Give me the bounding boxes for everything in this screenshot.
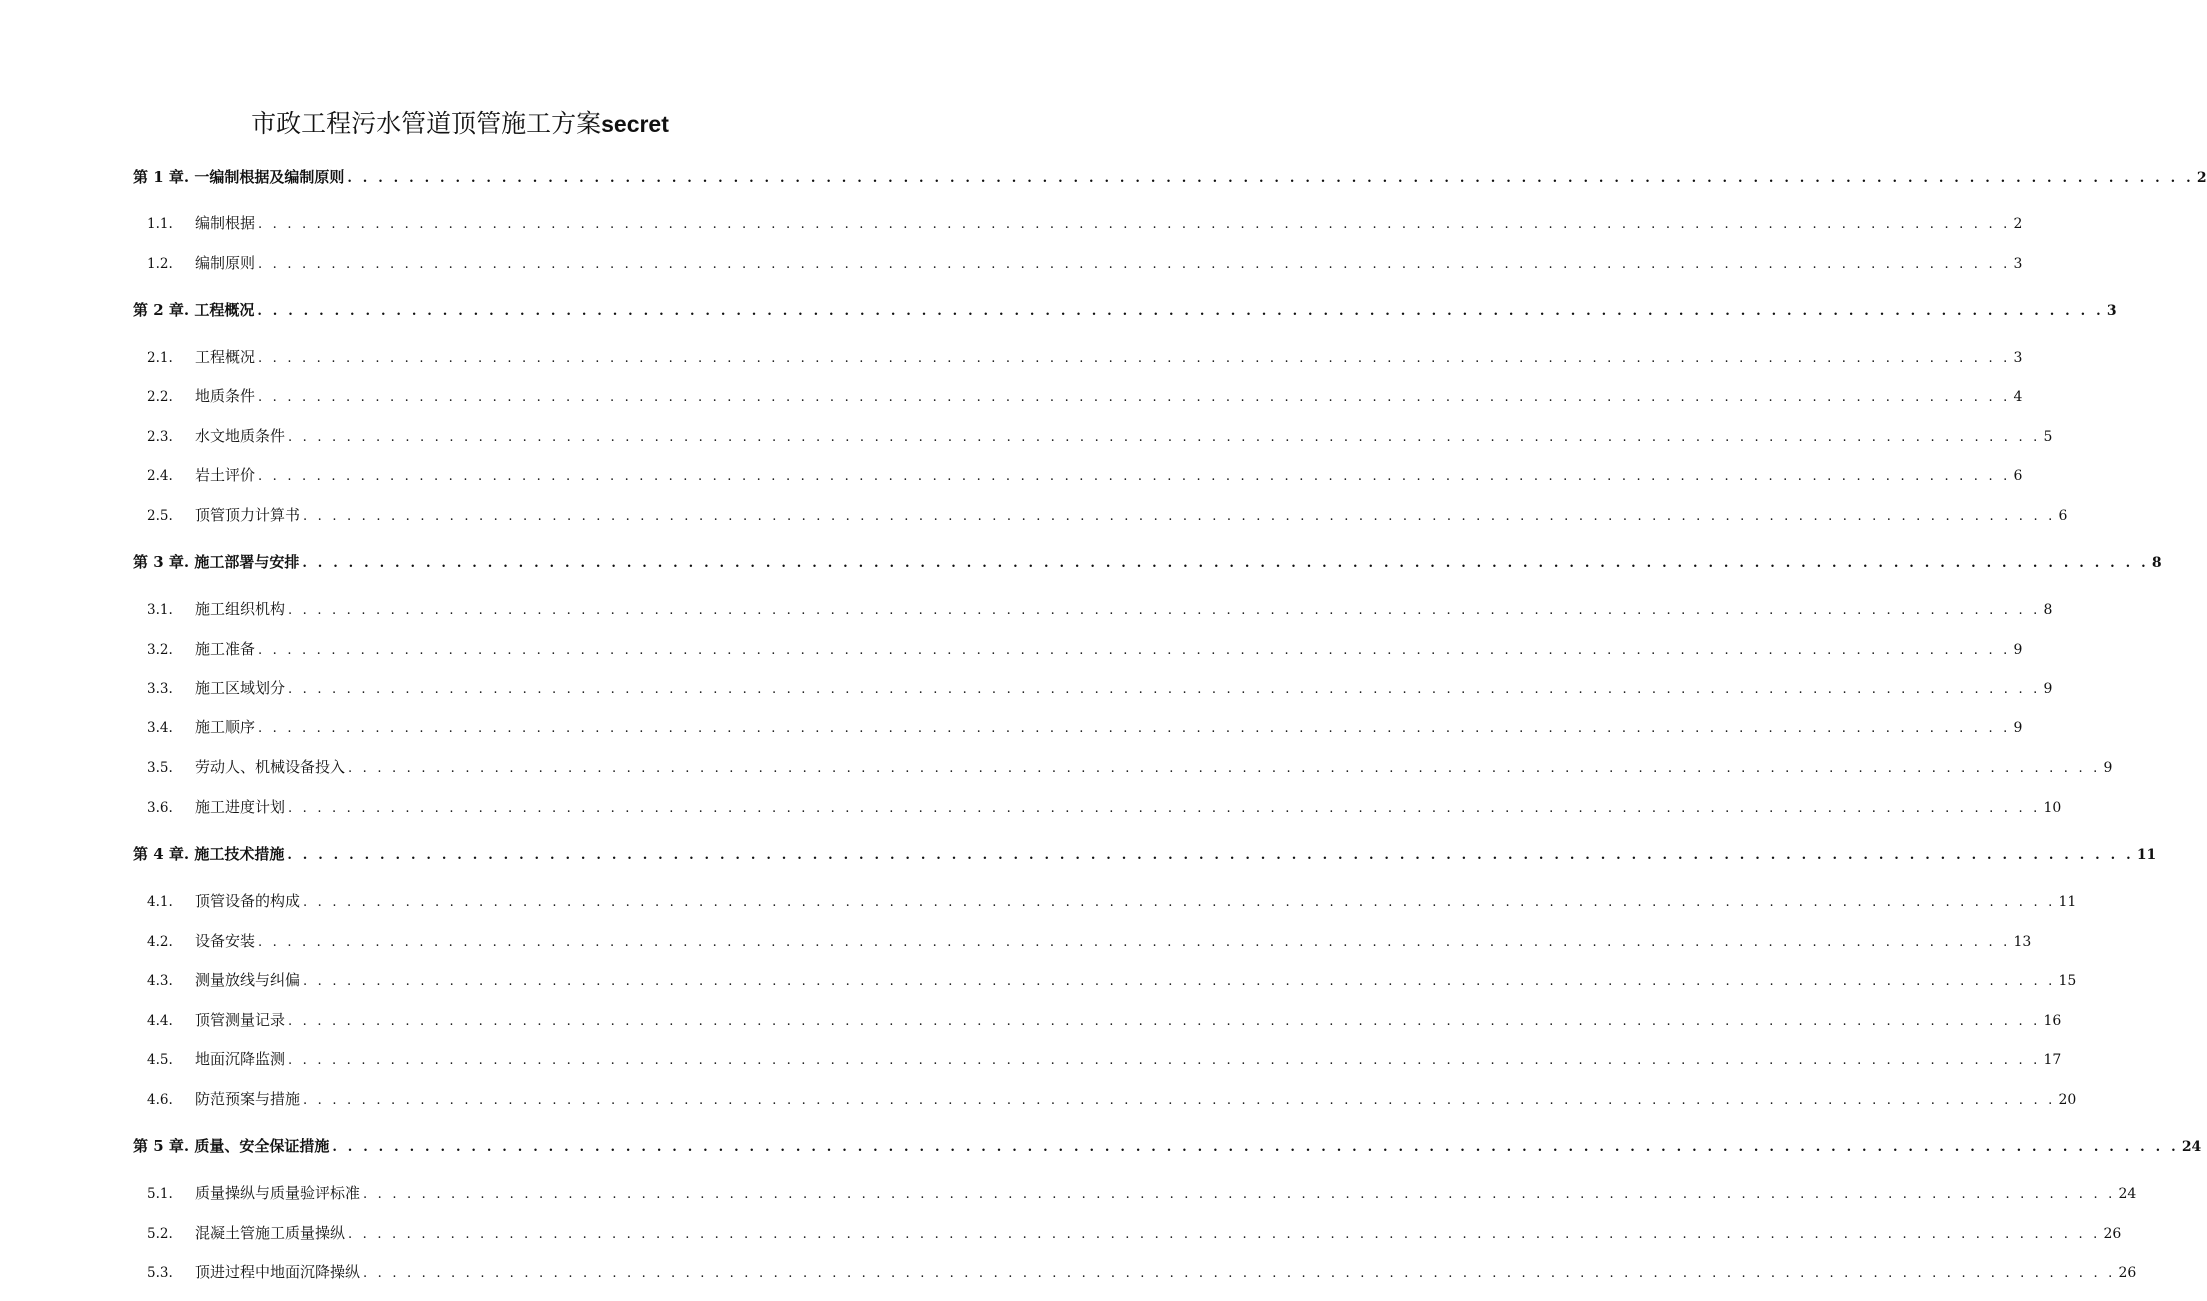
toc-section-row[interactable] bbox=[147, 424, 2053, 448]
toc-page-number: 26 bbox=[2118, 1265, 2137, 1281]
toc-entry-label: 混凝土管施工质量操纵 bbox=[195, 1224, 346, 1242]
toc-dot-leader: . . . . . . . . . . . . . . . . . . . . . . . . . . . . . . . . . . . . . . . . . . . . . . . . . . . . . . . . . . . . . . . . . . . . . . . . . . . . . . . . . . . . . . . . . . . . . . . . . . . . . . . . . . . . . . . . . . . . . . . . bbox=[363, 1266, 2116, 1281]
toc-section-number: 4.2. bbox=[147, 934, 173, 950]
toc-dot-leader: . . . . . . . . . . . . . . . . . . . . . . . . . . . . . . . . . . . . . . . . . . . . . . . . . . . . . . . . . . . . . . . . . . . . . . . . . . . . . . . . . . . . . . . . . . . . . . . . . . . . . . . . . . . . . . . . . . . . . . . . bbox=[288, 603, 2041, 618]
toc-page-number: 26 bbox=[2103, 1226, 2122, 1242]
toc-entry-label: 地质条件 bbox=[195, 387, 256, 405]
toc-page-number: 11 bbox=[2136, 847, 2157, 863]
toc-dot-leader: . . . . . . . . . . . . . . . . . . . . . . . . . . . . . . . . . . . . . . . . . . . . . . . . . . . . . . . . . . . . . . . . . . . . . . . . . . . . . . . . . . . . . . . . . . . . . . . . . . . . . . . . . . . . . . . . . . . . . . . . bbox=[347, 171, 2194, 186]
toc-dot-leader: . . . . . . . . . . . . . . . . . . . . . . . . . . . . . . . . . . . . . . . . . . . . . . . . . . . . . . . . . . . . . . . . . . . . . . . . . . . . . . . . . . . . . . . . . . . . . . . . . . . . . . . . . . . . . . . . . . . . . . . . bbox=[302, 556, 2149, 571]
toc-entry-label: 施工准备 bbox=[195, 640, 256, 658]
toc-page-number: 3 bbox=[2106, 303, 2117, 319]
toc-section-row[interactable] bbox=[147, 345, 2023, 369]
toc-dot-leader: . . . . . . . . . . . . . . . . . . . . . . . . . . . . . . . . . . . . . . . . . . . . . . . . . . . . . . . . . . . . . . . . . . . . . . . . . . . . . . . . . . . . . . . . . . . . . . . . . . . . . . . . . . . . . . . . . . . . . . . . bbox=[258, 643, 2011, 658]
toc-chapter-row[interactable] bbox=[133, 550, 2162, 574]
toc-section-row[interactable] bbox=[147, 676, 2053, 700]
toc-section-number: 2.4. bbox=[147, 468, 173, 484]
toc-section-row[interactable] bbox=[147, 1260, 2137, 1284]
toc-page-number: 2 bbox=[2013, 216, 2023, 232]
toc-dot-leader: . . . . . . . . . . . . . . . . . . . . . . . . . . . . . . . . . . . . . . . . . . . . . . . . . . . . . . . . . . . . . . . . . . . . . . . . . . . . . . . . . . . . . . . . . . . . . . . . . . . . . . . . . . . . . . . . . . . . . . . . bbox=[288, 801, 2041, 816]
toc-page-number: 9 bbox=[2013, 642, 2023, 658]
toc-chapter-row[interactable] bbox=[133, 298, 2117, 322]
toc-entry-label: 施工顺序 bbox=[195, 718, 256, 736]
toc-entry-label: 地面沉降监测 bbox=[195, 1050, 286, 1068]
toc-entry-label: 顶管顶力计算书 bbox=[195, 506, 301, 524]
toc-section-row[interactable] bbox=[147, 211, 2023, 235]
toc-section-number: 2.1. bbox=[147, 350, 173, 366]
toc-section-row[interactable] bbox=[147, 463, 2023, 487]
toc-entry-label: 测量放线与纠偏 bbox=[195, 971, 301, 989]
toc-dot-leader: . . . . . . . . . . . . . . . . . . . . . . . . . . . . . . . . . . . . . . . . . . . . . . . . . . . . . . . . . . . . . . . . . . . . . . . . . . . . . . . . . . . . . . . . . . . . . . . . . . . . . . . . . . . . . . . . . . . . . . . . bbox=[348, 761, 2101, 776]
toc-page-number: 17 bbox=[2043, 1052, 2062, 1068]
toc-entry-label: 顶进过程中地面沉降操纵 bbox=[195, 1263, 361, 1281]
title-text: 市政工程污水管道顶管施工方案 bbox=[251, 109, 602, 138]
toc-page-number: 13 bbox=[2013, 934, 2032, 950]
toc-section-row[interactable] bbox=[147, 1047, 2062, 1071]
toc-section-number: 3.1. bbox=[147, 602, 173, 618]
toc-section-number: 2.3. bbox=[147, 429, 173, 445]
toc-section-number: 1.2. bbox=[147, 256, 173, 272]
toc-dot-leader: . . . . . . . . . . . . . . . . . . . . . . . . . . . . . . . . . . . . . . . . . . . . . . . . . . . . . . . . . . . . . . . . . . . . . . . . . . . . . . . . . . . . . . . . . . . . . . . . . . . . . . . . . . . . . . . . . . . . . . . . bbox=[258, 390, 2011, 405]
toc-dot-leader: . . . . . . . . . . . . . . . . . . . . . . . . . . . . . . . . . . . . . . . . . . . . . . . . . . . . . . . . . . . . . . . . . . . . . . . . . . . . . . . . . . . . . . . . . . . . . . . . . . . . . . . . . . . . . . . . . . . . . . . . bbox=[258, 469, 2011, 484]
toc-page-number: 6 bbox=[2013, 468, 2023, 484]
toc-dot-leader: . . . . . . . . . . . . . . . . . . . . . . . . . . . . . . . . . . . . . . . . . . . . . . . . . . . . . . . . . . . . . . . . . . . . . . . . . . . . . . . . . . . . . . . . . . . . . . . . . . . . . . . . . . . . . . . . . . . . . . . . bbox=[332, 1140, 2179, 1155]
toc-entry-label: 防范预案与措施 bbox=[195, 1090, 301, 1108]
toc-section-number: 3.5. bbox=[147, 760, 173, 776]
toc-dot-leader: . . . . . . . . . . . . . . . . . . . . . . . . . . . . . . . . . . . . . . . . . . . . . . . . . . . . . . . . . . . . . . . . . . . . . . . . . . . . . . . . . . . . . . . . . . . . . . . . . . . . . . . . . . . . . . . . . . . . . . . . bbox=[288, 682, 2041, 697]
toc-entry-label: 设备安装 bbox=[195, 932, 256, 950]
toc-section-row[interactable] bbox=[147, 755, 2113, 779]
toc-section-row[interactable] bbox=[147, 1087, 2077, 1111]
toc-page-number: 3 bbox=[2013, 350, 2023, 366]
toc-page-number: 9 bbox=[2043, 681, 2053, 697]
toc-page-number: 4 bbox=[2013, 389, 2023, 405]
toc-section-row[interactable] bbox=[147, 637, 2023, 661]
toc-dot-leader: . . . . . . . . . . . . . . . . . . . . . . . . . . . . . . . . . . . . . . . . . . . . . . . . . . . . . . . . . . . . . . . . . . . . . . . . . . . . . . . . . . . . . . . . . . . . . . . . . . . . . . . . . . . . . . . . . . . . . . . . bbox=[303, 1093, 2056, 1108]
toc-section-number: 5.2. bbox=[147, 1226, 173, 1242]
toc-section-row[interactable] bbox=[147, 384, 2023, 408]
toc-section-row[interactable] bbox=[147, 251, 2023, 275]
toc-entry-label: 编制原则 bbox=[195, 254, 256, 272]
toc-section-row[interactable] bbox=[147, 1181, 2137, 1205]
toc-section-row[interactable] bbox=[147, 1221, 2122, 1245]
toc-page-number: 11 bbox=[2058, 894, 2077, 910]
toc-section-number: 3.6. bbox=[147, 800, 173, 816]
title-suffix: secret bbox=[601, 111, 669, 137]
toc-dot-leader: . . . . . . . . . . . . . . . . . . . . . . . . . . . . . . . . . . . . . . . . . . . . . . . . . . . . . . . . . . . . . . . . . . . . . . . . . . . . . . . . . . . . . . . . . . . . . . . . . . . . . . . . . . . . . . . . . . . . . . . . bbox=[288, 1014, 2041, 1029]
toc-dot-leader: . . . . . . . . . . . . . . . . . . . . . . . . . . . . . . . . . . . . . . . . . . . . . . . . . . . . . . . . . . . . . . . . . . . . . . . . . . . . . . . . . . . . . . . . . . . . . . . . . . . . . . . . . . . . . . . . . . . . . . . . bbox=[348, 1227, 2101, 1242]
toc-page-number: 6 bbox=[2058, 508, 2068, 524]
toc-page-number: 9 bbox=[2103, 760, 2113, 776]
toc-section-number: 3.4. bbox=[147, 720, 173, 736]
toc-page-number: 24 bbox=[2118, 1186, 2137, 1202]
toc-entry-label: 顶管设备的构成 bbox=[195, 892, 301, 910]
toc-section-row[interactable] bbox=[147, 597, 2053, 621]
toc-page-number: 8 bbox=[2043, 602, 2053, 618]
toc-section-number: 4.5. bbox=[147, 1052, 173, 1068]
toc-section-number: 3.3. bbox=[147, 681, 173, 697]
toc-entry-label: 施工进度计划 bbox=[195, 798, 286, 816]
toc-chapter-row[interactable] bbox=[133, 842, 2157, 866]
document-title bbox=[0, 104, 920, 144]
toc-page-number: 10 bbox=[2043, 800, 2062, 816]
toc-entry-label: 第 4 章. 施工技术措施 bbox=[133, 845, 285, 863]
toc-section-number: 4.1. bbox=[147, 894, 173, 910]
toc-section-number: 5.1. bbox=[147, 1186, 173, 1202]
toc-dot-leader: . . . . . . . . . . . . . . . . . . . . . . . . . . . . . . . . . . . . . . . . . . . . . . . . . . . . . . . . . . . . . . . . . . . . . . . . . . . . . . . . . . . . . . . . . . . . . . . . . . . . . . . . . . . . . . . . . . . . . . . . bbox=[287, 848, 2134, 863]
toc-dot-leader: . . . . . . . . . . . . . . . . . . . . . . . . . . . . . . . . . . . . . . . . . . . . . . . . . . . . . . . . . . . . . . . . . . . . . . . . . . . . . . . . . . . . . . . . . . . . . . . . . . . . . . . . . . . . . . . . . . . . . . . . bbox=[303, 509, 2056, 524]
toc-section-number: 3.2. bbox=[147, 642, 173, 658]
toc-entry-label: 编制根据 bbox=[195, 214, 256, 232]
toc-page-number: 9 bbox=[2013, 720, 2023, 736]
toc-dot-leader: . . . . . . . . . . . . . . . . . . . . . . . . . . . . . . . . . . . . . . . . . . . . . . . . . . . . . . . . . . . . . . . . . . . . . . . . . . . . . . . . . . . . . . . . . . . . . . . . . . . . . . . . . . . . . . . . . . . . . . . . bbox=[258, 217, 2011, 232]
toc-entry-label: 岩土评价 bbox=[195, 466, 256, 484]
toc-dot-leader: . . . . . . . . . . . . . . . . . . . . . . . . . . . . . . . . . . . . . . . . . . . . . . . . . . . . . . . . . . . . . . . . . . . . . . . . . . . . . . . . . . . . . . . . . . . . . . . . . . . . . . . . . . . . . . . . . . . . . . . . bbox=[303, 974, 2056, 989]
toc-dot-leader: . . . . . . . . . . . . . . . . . . . . . . . . . . . . . . . . . . . . . . . . . . . . . . . . . . . . . . . . . . . . . . . . . . . . . . . . . . . . . . . . . . . . . . . . . . . . . . . . . . . . . . . . . . . . . . . . . . . . . . . . bbox=[258, 351, 2011, 366]
toc-page-number: 15 bbox=[2058, 973, 2077, 989]
toc-page-number: 5 bbox=[2043, 429, 2053, 445]
toc-dot-leader: . . . . . . . . . . . . . . . . . . . . . . . . . . . . . . . . . . . . . . . . . . . . . . . . . . . . . . . . . . . . . . . . . . . . . . . . . . . . . . . . . . . . . . . . . . . . . . . . . . . . . . . . . . . . . . . . . . . . . . . . bbox=[258, 257, 2011, 272]
toc-entry-label: 第 5 章. 质量、安全保证措施 bbox=[133, 1137, 330, 1155]
toc-section-number: 5.3. bbox=[147, 1265, 173, 1281]
toc-section-row[interactable] bbox=[147, 929, 2032, 953]
toc-dot-leader: . . . . . . . . . . . . . . . . . . . . . . . . . . . . . . . . . . . . . . . . . . . . . . . . . . . . . . . . . . . . . . . . . . . . . . . . . . . . . . . . . . . . . . . . . . . . . . . . . . . . . . . . . . . . . . . . . . . . . . . . bbox=[288, 1053, 2041, 1068]
toc-entry-label: 第 2 章. 工程概况 bbox=[133, 301, 255, 319]
toc-page-number: 8 bbox=[2151, 555, 2162, 571]
toc-entry-label: 工程概况 bbox=[195, 348, 256, 366]
toc-entry-label: 施工区域划分 bbox=[195, 679, 286, 697]
toc-dot-leader: . . . . . . . . . . . . . . . . . . . . . . . . . . . . . . . . . . . . . . . . . . . . . . . . . . . . . . . . . . . . . . . . . . . . . . . . . . . . . . . . . . . . . . . . . . . . . . . . . . . . . . . . . . . . . . . . . . . . . . . . bbox=[258, 935, 2011, 950]
toc-section-number: 4.6. bbox=[147, 1092, 173, 1108]
toc-chapter-row[interactable] bbox=[133, 1134, 2202, 1158]
toc-dot-leader: . . . . . . . . . . . . . . . . . . . . . . . . . . . . . . . . . . . . . . . . . . . . . . . . . . . . . . . . . . . . . . . . . . . . . . . . . . . . . . . . . . . . . . . . . . . . . . . . . . . . . . . . . . . . . . . . . . . . . . . . bbox=[258, 721, 2011, 736]
toc-entry-label: 第 3 章. 施工部署与安排 bbox=[133, 553, 300, 571]
toc-section-number: 4.4. bbox=[147, 1013, 173, 1029]
toc-entry-label: 顶管测量记录 bbox=[195, 1011, 286, 1029]
toc-page-number: 20 bbox=[2058, 1092, 2077, 1108]
toc-page-number: 2 bbox=[2196, 170, 2207, 186]
toc-page-number: 16 bbox=[2043, 1013, 2062, 1029]
toc-dot-leader: . . . . . . . . . . . . . . . . . . . . . . . . . . . . . . . . . . . . . . . . . . . . . . . . . . . . . . . . . . . . . . . . . . . . . . . . . . . . . . . . . . . . . . . . . . . . . . . . . . . . . . . . . . . . . . . . . . . . . . . . bbox=[363, 1187, 2116, 1202]
toc-dot-leader: . . . . . . . . . . . . . . . . . . . . . . . . . . . . . . . . . . . . . . . . . . . . . . . . . . . . . . . . . . . . . . . . . . . . . . . . . . . . . . . . . . . . . . . . . . . . . . . . . . . . . . . . . . . . . . . . . . . . . . . . bbox=[303, 895, 2056, 910]
toc-section-number: 2.5. bbox=[147, 508, 173, 524]
toc-entry-label: 施工组织机构 bbox=[195, 600, 286, 618]
toc-section-number: 1.1. bbox=[147, 216, 173, 232]
toc-entry-label: 劳动人、机械设备投入 bbox=[195, 758, 346, 776]
toc-chapter-row[interactable] bbox=[133, 165, 2207, 189]
toc-page-number: 24 bbox=[2181, 1139, 2202, 1155]
toc-section-row[interactable] bbox=[147, 968, 2077, 992]
toc-page-number: 3 bbox=[2013, 256, 2023, 272]
toc-section-row[interactable] bbox=[147, 795, 2062, 819]
toc-section-row[interactable] bbox=[147, 715, 2023, 739]
toc-entry-label: 水文地质条件 bbox=[195, 427, 286, 445]
toc-dot-leader: . . . . . . . . . . . . . . . . . . . . . . . . . . . . . . . . . . . . . . . . . . . . . . . . . . . . . . . . . . . . . . . . . . . . . . . . . . . . . . . . . . . . . . . . . . . . . . . . . . . . . . . . . . . . . . . . . . . . . . . . bbox=[288, 430, 2041, 445]
toc-entry-label: 质量操纵与质量验评标准 bbox=[195, 1184, 361, 1202]
toc-section-row[interactable] bbox=[147, 503, 2068, 527]
toc-section-number: 2.2. bbox=[147, 389, 173, 405]
toc-entry-label: 第 1 章. 一编制根据及编制原则 bbox=[133, 168, 345, 186]
toc-section-number: 4.3. bbox=[147, 973, 173, 989]
toc-section-row[interactable] bbox=[147, 1008, 2062, 1032]
toc-dot-leader: . . . . . . . . . . . . . . . . . . . . . . . . . . . . . . . . . . . . . . . . . . . . . . . . . . . . . . . . . . . . . . . . . . . . . . . . . . . . . . . . . . . . . . . . . . . . . . . . . . . . . . . . . . . . . . . . . . . . . . . . bbox=[257, 304, 2104, 319]
toc-section-row[interactable] bbox=[147, 889, 2077, 913]
